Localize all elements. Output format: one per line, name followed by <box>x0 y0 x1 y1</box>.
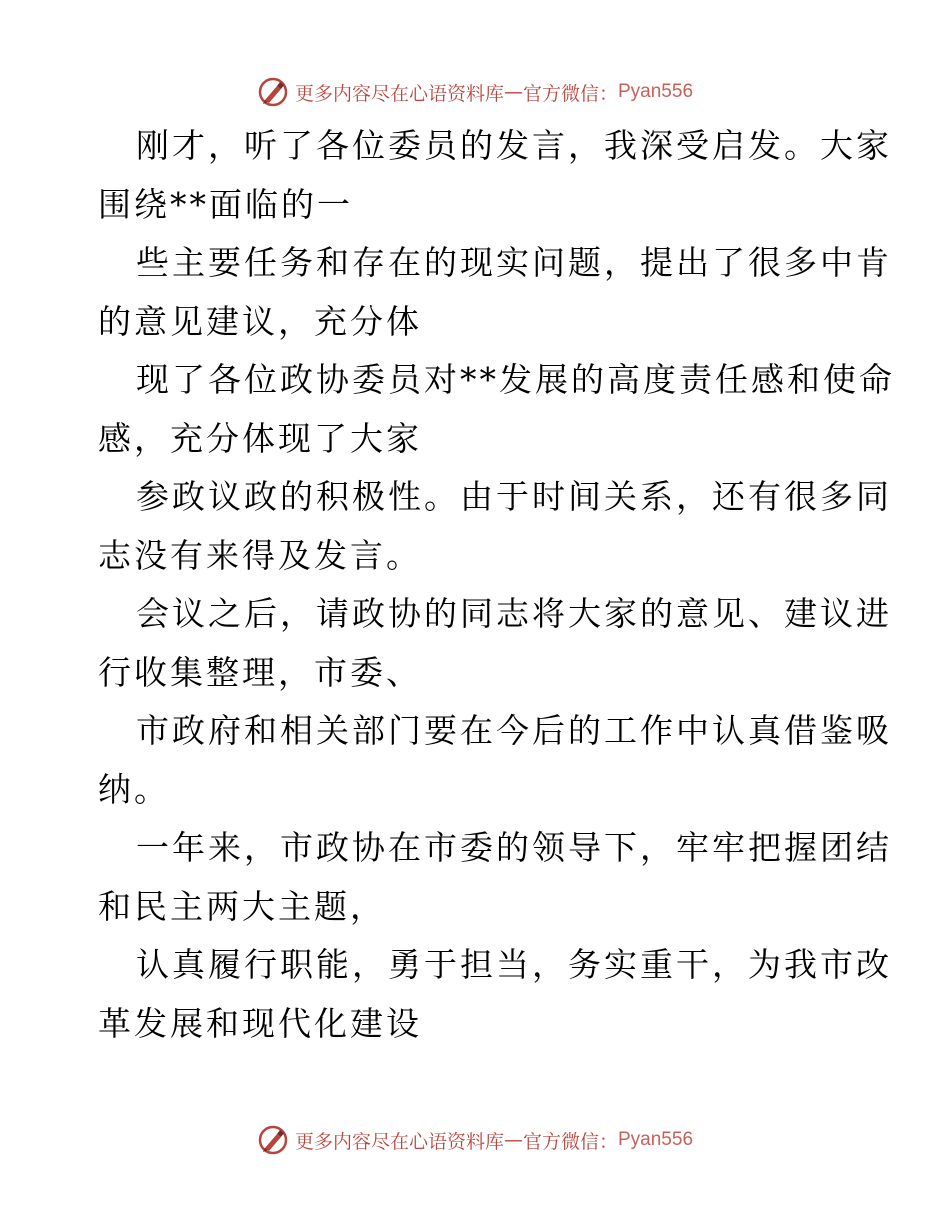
paragraph-line: 一年来，市政协在市委的领导下，牢牢把握团结 <box>136 828 892 867</box>
header-watermark <box>0 72 950 112</box>
watermark-wechat-id: Pyan556 <box>618 81 694 102</box>
watermark-main-text: 更多内容尽在心语资料库 <box>294 1130 504 1153</box>
pen-logo-icon <box>257 76 289 108</box>
document-body <box>98 117 895 1053</box>
pen-logo-icon <box>257 1124 289 1156</box>
watermark-label: 官方微信： <box>522 82 618 105</box>
paragraph-line: 革发展和现代化建设 <box>98 1003 422 1043</box>
paragraph-line: 现了各位政协委员对**发展的高度责任感和使命 <box>136 360 895 399</box>
watermark-main-text: 更多内容尽在心语资料库 <box>294 82 504 105</box>
paragraph <box>98 936 892 1053</box>
watermark-separator: — <box>503 1129 523 1151</box>
paragraph-line: 的意见建议，充分体 <box>98 301 422 341</box>
paragraph <box>98 702 892 819</box>
paragraph <box>98 351 895 468</box>
paragraph <box>98 585 892 702</box>
paragraph <box>98 468 892 585</box>
paragraph-line: 和民主两大主题， <box>98 886 386 926</box>
paragraph-line: 市政府和相关部门要在今后的工作中认真借鉴吸 <box>136 711 892 750</box>
paragraph <box>98 117 892 234</box>
paragraph-line: 会议之后，请政协的同志将大家的意见、建议进 <box>136 594 892 633</box>
paragraph-line: 参政议政的积极性。由于时间关系，还有很多同 <box>136 477 892 516</box>
paragraph <box>98 234 892 351</box>
paragraph-line: 刚才，听了各位委员的发言，我深受启发。大家 <box>136 126 892 165</box>
watermark-label: 官方微信： <box>522 1130 618 1153</box>
paragraph <box>98 819 892 936</box>
watermark-wechat-id: Pyan556 <box>618 1129 694 1150</box>
paragraph-line: 些主要任务和存在的现实问题，提出了很多中肯 <box>136 243 892 282</box>
paragraph-line: 行收集整理，市委、 <box>98 652 422 692</box>
watermark-separator: — <box>503 81 523 103</box>
paragraph-line: 纳。 <box>98 769 170 809</box>
footer-watermark <box>0 1120 950 1160</box>
paragraph-line: 围绕**面临的一 <box>98 184 353 224</box>
paragraph-line: 感，充分体现了大家 <box>98 418 422 458</box>
paragraph-line: 认真履行职能，勇于担当，务实重干，为我市改 <box>136 945 892 984</box>
paragraph-line: 志没有来得及发言。 <box>98 535 422 575</box>
